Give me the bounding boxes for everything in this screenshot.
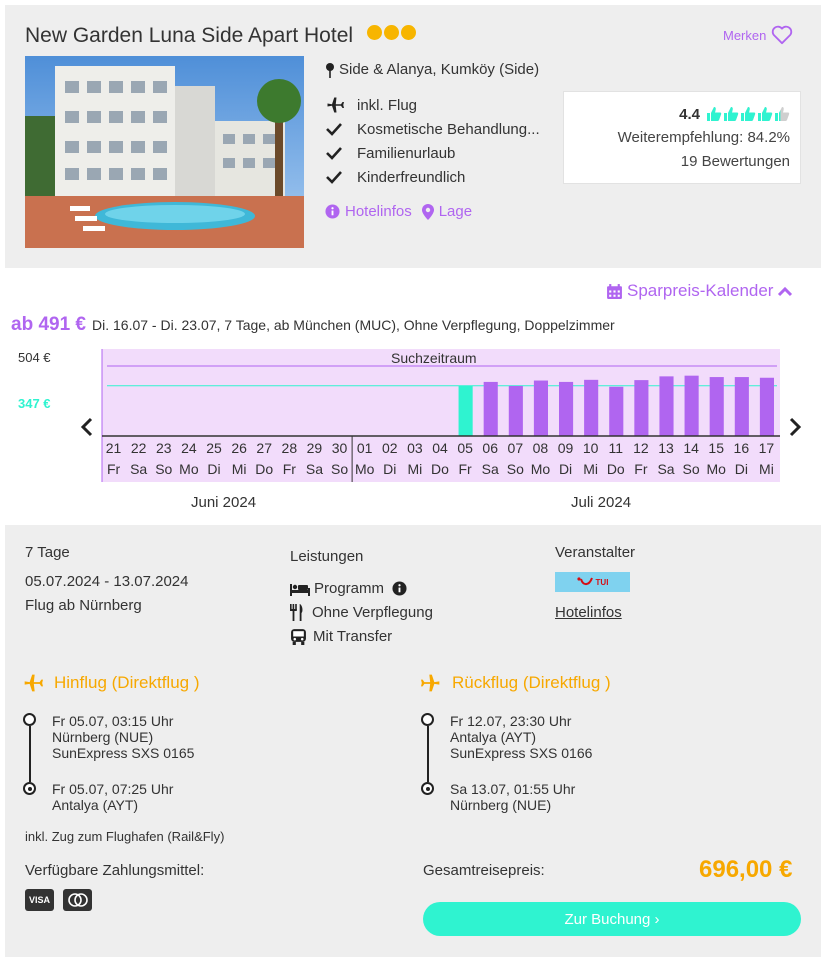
feature-item bbox=[325, 93, 540, 117]
leistungen-title: Leistungen bbox=[290, 548, 364, 565]
timeline-line bbox=[29, 726, 31, 782]
price-summary bbox=[11, 314, 615, 336]
rating-box[interactable] bbox=[563, 91, 801, 184]
price-calendar-chart bbox=[0, 344, 827, 524]
star-icon bbox=[401, 25, 416, 40]
plane-return-icon bbox=[420, 673, 442, 693]
price-bar bbox=[484, 382, 498, 436]
thumb-up-icon bbox=[706, 106, 722, 122]
weekday-label: Mo bbox=[354, 461, 375, 477]
day-number: 15 bbox=[708, 440, 725, 456]
price-bar bbox=[584, 380, 598, 436]
month-label-june: Juni 2024 bbox=[191, 494, 257, 511]
leistung-item: Ohne Verpflegung bbox=[290, 604, 433, 621]
total-label: Gesamtreisepreis: bbox=[423, 862, 545, 879]
outbound-departure: Fr 05.07, 03:15 Uhr Nürnberg (NUE) SunExpress SXS 0165 bbox=[52, 713, 195, 761]
weekday-label: Mi bbox=[231, 461, 247, 477]
price-bar bbox=[634, 380, 648, 436]
check-icon bbox=[325, 169, 357, 185]
rail-and-fly-note: inkl. Zug zum Flughafen (Rail&Fly) bbox=[25, 829, 225, 844]
veranstalter-title: Veranstalter bbox=[555, 544, 636, 561]
day-number: 25 bbox=[206, 440, 222, 456]
outbound-title: Hinflug (Direktflug ) bbox=[22, 673, 200, 693]
return-arrival: Sa 13.07, 01:55 Uhr Nürnberg (NUE) bbox=[450, 781, 576, 813]
hotel-card bbox=[5, 5, 821, 268]
veranstalter-hotelinfos-link[interactable]: Hotelinfos bbox=[555, 604, 622, 621]
price-bar bbox=[659, 376, 673, 436]
map-pin-icon bbox=[422, 204, 434, 220]
feature-item bbox=[325, 141, 540, 165]
plane-icon bbox=[22, 673, 44, 693]
hotel-links bbox=[325, 203, 472, 220]
tui-smile-icon bbox=[577, 577, 593, 587]
day-number: 28 bbox=[281, 440, 298, 456]
weekday-label: Sa bbox=[305, 461, 324, 477]
mastercard-icon bbox=[63, 889, 92, 911]
y-label-min: 347 € bbox=[18, 396, 51, 411]
weekday-label: So bbox=[155, 461, 173, 477]
book-button[interactable]: Zur Buchung › bbox=[423, 902, 801, 936]
thumb-up-icon bbox=[774, 106, 790, 122]
outbound-arrival: Fr 05.07, 07:25 Uhr Antalya (AYT) bbox=[52, 781, 174, 813]
day-number: 03 bbox=[407, 440, 423, 456]
payment-title: Verfügbare Zahlungsmittel: bbox=[25, 862, 205, 879]
weekday-label: Fr bbox=[634, 461, 648, 477]
day-number: 17 bbox=[758, 440, 775, 456]
day-number: 14 bbox=[683, 440, 699, 456]
weekday-label: Do bbox=[255, 461, 274, 477]
hotel-location bbox=[325, 61, 539, 78]
lage-link[interactable]: Lage bbox=[422, 203, 472, 220]
departure-marker bbox=[421, 713, 434, 726]
weekday-label: Fr bbox=[282, 461, 296, 477]
star-icon bbox=[384, 25, 399, 40]
price-bar bbox=[534, 381, 548, 436]
day-number: 26 bbox=[231, 440, 247, 456]
weekday-label: Mi bbox=[407, 461, 423, 477]
day-number: 12 bbox=[633, 440, 649, 456]
weekday-label: Do bbox=[606, 461, 625, 477]
day-number: 29 bbox=[306, 440, 323, 456]
feature-label: Kinderfreundlich bbox=[357, 168, 466, 186]
trip-duration: 7 Tage bbox=[25, 544, 70, 561]
day-number: 09 bbox=[557, 440, 574, 456]
chevron-up-icon bbox=[777, 285, 793, 297]
location-text: Side & Alanya, Kumköy (Side) bbox=[339, 61, 540, 78]
review-count: 19 Bewertungen bbox=[680, 153, 790, 170]
day-number: 16 bbox=[733, 440, 750, 456]
trip-departure: Flug ab Nürnberg bbox=[25, 597, 142, 614]
thumbs-rating bbox=[706, 106, 790, 122]
month-label-july: Juli 2024 bbox=[571, 494, 632, 511]
bed-icon bbox=[290, 582, 310, 596]
day-number: 08 bbox=[532, 440, 549, 456]
check-icon bbox=[325, 145, 357, 161]
hotelinfos-link[interactable]: Hotelinfos bbox=[325, 203, 412, 220]
weekday-label: Di bbox=[383, 461, 397, 477]
day-number: 02 bbox=[381, 440, 398, 456]
weekday-label: Do bbox=[431, 461, 449, 477]
price-bar bbox=[710, 377, 724, 436]
hotel-name[interactable]: New Garden Luna Side Apart Hotel bbox=[25, 24, 354, 47]
price-bar bbox=[509, 386, 523, 436]
day-number: 07 bbox=[507, 440, 524, 456]
leistung-item: Mit Transfer bbox=[290, 628, 392, 645]
sparpreis-kalender-toggle[interactable] bbox=[606, 281, 793, 301]
price-bar bbox=[760, 378, 774, 436]
feature-label: inkl. Flug bbox=[357, 96, 418, 114]
info-icon[interactable] bbox=[392, 581, 407, 596]
day-number: 21 bbox=[105, 440, 122, 456]
day-number: 04 bbox=[432, 440, 448, 456]
day-number: 27 bbox=[256, 440, 273, 456]
weekday-label: Mo bbox=[179, 461, 199, 477]
visa-icon: VISA bbox=[25, 889, 54, 911]
weekday-label: So bbox=[682, 461, 700, 477]
price-bar bbox=[735, 377, 749, 436]
feature-label: Kosmetische Behandlung... bbox=[357, 120, 540, 138]
weekday-label: Di bbox=[558, 461, 573, 477]
day-number: 13 bbox=[658, 440, 674, 456]
weekday-label: Mi bbox=[759, 461, 774, 477]
feature-item bbox=[325, 165, 540, 189]
plane-icon bbox=[325, 96, 357, 114]
merken-button[interactable] bbox=[723, 25, 793, 45]
calendar-link-label: Sparpreis-Kalender bbox=[627, 281, 774, 300]
recommendation-rate: Weiterempfehlung: 84.2% bbox=[617, 129, 790, 146]
price-from: ab 491 € bbox=[11, 314, 86, 335]
thumb-up-icon bbox=[757, 106, 773, 122]
heart-icon bbox=[771, 25, 793, 45]
return-departure: Fr 12.07, 23:30 Uhr Antalya (AYT) SunExpress SXS 0166 bbox=[450, 713, 593, 761]
star-icon bbox=[367, 25, 382, 40]
day-number: 05 bbox=[457, 440, 473, 456]
weekday-label: So bbox=[330, 461, 349, 477]
weekday-label: Di bbox=[734, 461, 748, 477]
weekday-label: Sa bbox=[657, 461, 675, 477]
day-number: 24 bbox=[181, 440, 197, 456]
weekday-label: Mo bbox=[530, 461, 551, 477]
hotel-photo[interactable] bbox=[25, 56, 304, 248]
trip-dates: 05.07.2024 - 13.07.2024 bbox=[25, 573, 189, 590]
return-title: Rückflug (Direktflug ) bbox=[420, 673, 611, 693]
rating-score: 4.4 bbox=[679, 105, 700, 123]
thumb-up-icon bbox=[740, 106, 756, 122]
weekday-label: Sa bbox=[481, 461, 499, 477]
price-bar bbox=[685, 376, 699, 436]
day-number: 10 bbox=[582, 440, 599, 456]
leistung-item: Programm bbox=[290, 580, 407, 597]
price-bar bbox=[609, 387, 623, 436]
weekday-label: So bbox=[506, 461, 524, 477]
payment-methods bbox=[25, 889, 92, 911]
price-description: Di. 16.07 - Di. 23.07, 7 Tage, ab München (MUC), Ohne Verpflegung, Doppelzimmer bbox=[92, 317, 615, 333]
departure-marker bbox=[23, 713, 36, 726]
day-number: 30 bbox=[331, 440, 348, 456]
chart-svg bbox=[0, 344, 827, 494]
price-bar-selected bbox=[459, 386, 473, 436]
cutlery-icon bbox=[290, 604, 304, 621]
day-number: 01 bbox=[356, 440, 373, 456]
price-bar bbox=[559, 382, 573, 436]
rating-row bbox=[564, 102, 790, 126]
weekday-label: Fr bbox=[458, 461, 472, 477]
pin-icon bbox=[325, 62, 335, 78]
info-icon bbox=[325, 204, 340, 219]
timeline-line bbox=[427, 726, 429, 782]
day-number: 23 bbox=[155, 440, 172, 456]
weekday-label: Di bbox=[207, 461, 221, 477]
weekday-label: Fr bbox=[106, 461, 121, 477]
merken-label: Merken bbox=[723, 27, 767, 43]
feature-label: Familienurlaub bbox=[357, 144, 456, 162]
feature-item bbox=[325, 117, 540, 141]
calendar-icon bbox=[606, 283, 623, 300]
arrival-marker bbox=[23, 782, 36, 795]
total-price: 696,00 € bbox=[699, 856, 793, 883]
bus-icon bbox=[290, 628, 307, 645]
arrival-marker bbox=[421, 782, 434, 795]
check-icon bbox=[325, 121, 357, 137]
thumb-up-icon bbox=[723, 106, 739, 122]
day-number: 22 bbox=[130, 440, 147, 456]
feature-list bbox=[325, 93, 540, 189]
hotel-stars bbox=[367, 25, 416, 40]
day-number: 11 bbox=[608, 440, 624, 456]
day-number: 06 bbox=[482, 440, 499, 456]
tui-logo: TUI bbox=[555, 572, 630, 592]
y-label-max: 504 € bbox=[18, 350, 51, 365]
weekday-label: Mi bbox=[583, 461, 599, 477]
weekday-label: Sa bbox=[130, 461, 148, 477]
weekday-label: Mo bbox=[706, 461, 726, 477]
search-range-label: Suchzeitraum bbox=[391, 350, 477, 366]
